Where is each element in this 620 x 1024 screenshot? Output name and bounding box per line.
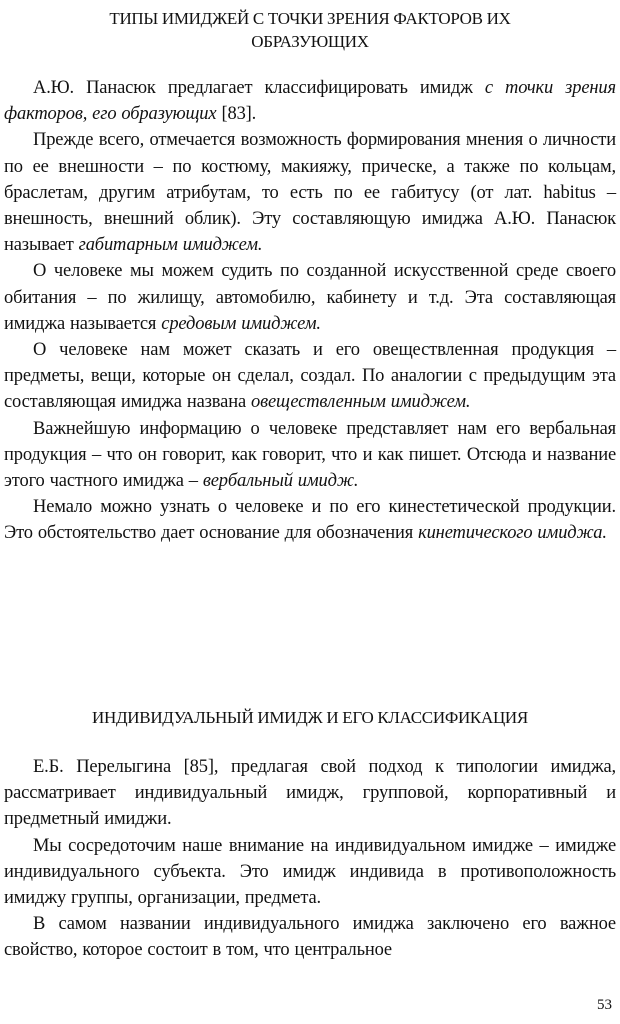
paragraph-panasyuk-classification: [4, 75, 616, 127]
italic-term: вербальный имидж.: [202, 471, 359, 492]
italic-term: с точки зрения факторов, его образующих: [4, 78, 616, 125]
italic-term: габитарным имиджем.: [78, 235, 263, 256]
heading-line-1: ТИПЫ ИМИДЖЕЙ С ТОЧКИ ЗРЕНИЯ ФАКТОРОВ ИХ: [109, 9, 511, 28]
paragraph-perelygina-typology: Е.Б. Перелыгина [85], предлагая свой подход к типологии имиджа, рассматривает индивидуальный имидж, групповой, корпоративный и предметный имиджи.: [4, 757, 616, 830]
text-run: Немало можно узнать о человеке и по его кинестетической продукции. Это обстоятельство дает основание для обозначения: [4, 497, 616, 544]
paragraph-kinetic-image: [4, 494, 616, 546]
heading-line-2: ОБРАЗУЮЩИХ: [251, 32, 369, 51]
paragraph-materialized-image: [4, 337, 616, 416]
section-heading-image-types: [30, 7, 590, 53]
page-number: 53: [597, 997, 612, 1013]
text-run: О человеке мы можем судить по созданной искусственной среде своего обитания – по жилищу, автомобилю, кабинету и т.д. Эта составляющая имиджа называется: [4, 261, 616, 334]
paragraph-environmental-image: [4, 258, 616, 337]
text-run: О человеке нам может сказать и его овеществленная продукция – предметы, вещи, которые он сделал, создал. По аналогии с предыдущим эта составляющая имиджа названа: [4, 340, 616, 413]
citation: [83].: [216, 104, 257, 125]
paragraph-individual-subject: Мы сосредоточим наше внимание на индивидуальном имидже – имидже индивидуального субъекта. Это имидж индивида в противоположность имиджу группы, организации, предмета.: [4, 835, 616, 909]
paragraph-habitual-image: [4, 127, 616, 258]
text-run: Прежде всего, отмечается возможность формирования мнения о личности по ее внешности – по костюму, макияжу, прическе, а также по кольцам, браслетам, другим атрибутам, то есть по ее габитусу (от лат. habitus – внешность, внешний облик). Эту составляющую имиджа А.Ю. Панасюк называет: [4, 130, 616, 256]
paragraph-verbal-image: [4, 416, 616, 495]
section-heading-individual-image: ИНДИВИДУАЛЬНЫЙ ИМИДЖ И ЕГО КЛАССИФИКАЦИЯ: [92, 708, 528, 727]
section-body-individual-image: [4, 754, 616, 964]
text-run: А.Ю. Панасюк предлагает классифицировать имидж: [33, 78, 485, 98]
section-body-image-types: [4, 75, 616, 547]
italic-term: кинетического имиджа.: [418, 523, 607, 544]
italic-term: овеществленным имиджем.: [251, 392, 471, 413]
paragraph-individual-property: В самом названии индивидуального имиджа заключено его важное свойство, которое состоит в том, что центральное: [4, 914, 616, 961]
italic-term: средовым имиджем.: [161, 313, 321, 334]
text-run: Важнейшую информацию о человеке представляет нам его вербальная продукция – что он говорит, как говорит, что и как пишет. Отсюда и название этого частного имиджа –: [4, 418, 616, 492]
